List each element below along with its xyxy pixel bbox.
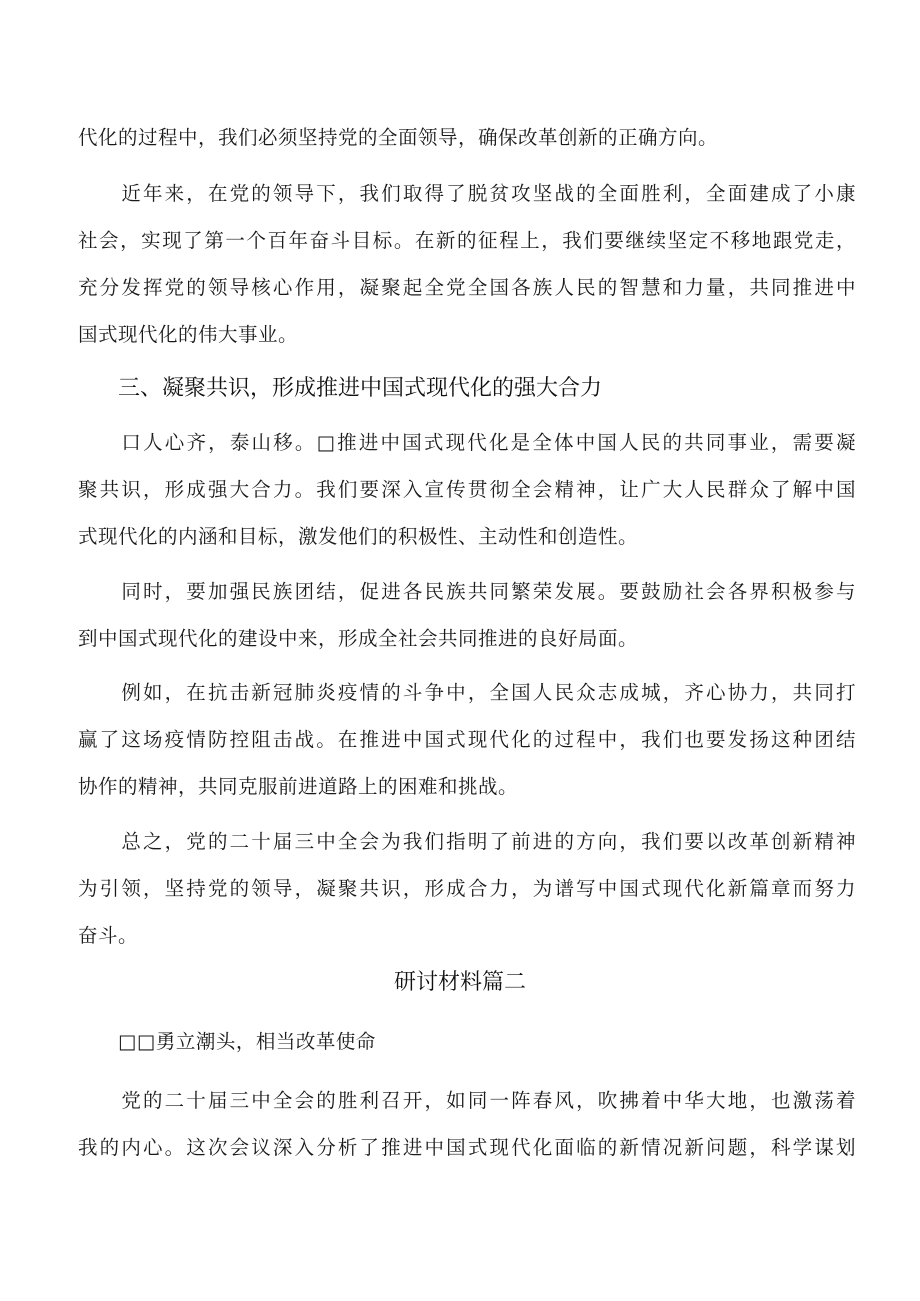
paragraph-line: 为引领，坚持党的领导，凝聚共识，形成合力，为谱写中国式现代化新篇章而努力 (78, 877, 856, 900)
paragraph-line: 同时，要加强民族团结，促进各民族共同繁荣发展。要鼓励社会各界积极参与 (78, 580, 856, 603)
paragraph-line: 近年来，在党的领导下，我们取得了脱贫攻坚战的全面胜利，全面建成了小康 (78, 182, 856, 205)
section-heading: 三、凝聚共识，形成推进中国式现代化的强大合力 (118, 376, 603, 401)
paragraph-line: 到中国式现代化的建设中来，形成全社会共同推进的良好局面。 (78, 627, 639, 650)
paragraph-6 (78, 818, 856, 959)
paragraph-5 (78, 669, 856, 810)
paragraph-line: 社会，实现了第一个百年奋斗目标。在新的征程上，我们要继续坚定不移地跟党走， (78, 229, 856, 252)
paragraph-line: 口人心齐，泰山移。□推进中国式现代化是全体中国人民的共同事业，需要凝 (78, 431, 856, 454)
paragraph-line: 总之，党的二十届三中全会为我们指明了前进的方向，我们要以改革创新精神 (78, 830, 856, 853)
paragraph-line: 聚共识，形成强大合力。我们要深入宣传贯彻全会精神，让广大人民群众了解中国 (78, 478, 856, 501)
paragraph-line: 奋斗。 (78, 924, 139, 947)
subtitle: □□勇立潮头，相当改革使命 (118, 1030, 376, 1053)
document-title: 研讨材料篇二 (393, 970, 526, 995)
paragraph-line: 式现代化的内涵和目标，激发他们的积极性、主动性和创造性。 (78, 525, 639, 548)
paragraph-line: 国式现代化的伟大事业。 (78, 323, 299, 346)
paragraph-4 (78, 568, 856, 662)
paragraph-line: 赢了这场疫情防控阻击战。在推进中国式现代化的过程中，我们也要发扬这种团结 (78, 728, 856, 751)
paragraph-line: 充分发挥党的领导核心作用，凝聚起全党全国各族人民的智慧和力量，共同推进中 (78, 276, 856, 299)
paragraph-7 (78, 1077, 856, 1171)
paragraph-line: 协作的精神，共同克服前进道路上的困难和挑战。 (78, 775, 519, 798)
paragraph-line: 代化的过程中，我们必须坚持党的全面领导，确保改革创新的正确方向。 (78, 126, 719, 149)
paragraph-line: 党的二十届三中全会的胜利召开，如同一阵春风，吹拂着中华大地，也激荡着 (78, 1089, 856, 1112)
paragraph-2 (78, 170, 856, 358)
paragraph-line: 例如，在抗击新冠肺炎疫情的斗争中，全国人民众志成城，齐心协力，共同打 (78, 681, 856, 704)
paragraph-1 (78, 114, 856, 161)
paragraph-3 (78, 419, 856, 560)
paragraph-line: 我的内心。这次会议深入分析了推进中国式现代化面临的新情况新问题，科学谋划 (78, 1136, 856, 1159)
